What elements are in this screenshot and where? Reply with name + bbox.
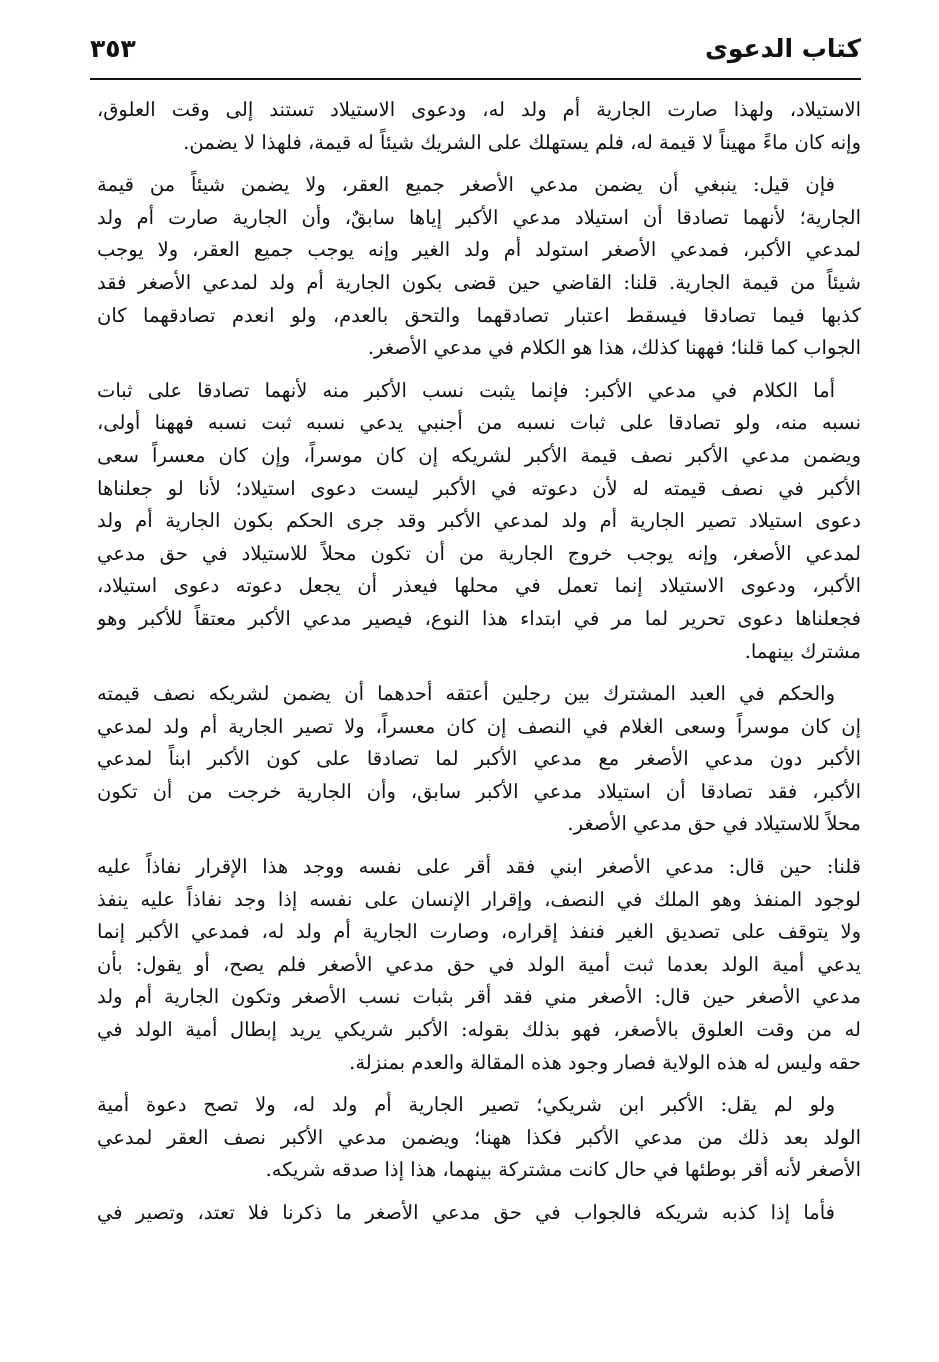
text-line: والحكم في العبد المشترك بين رجلين أعتقه أحدهما أن يضمن لشريكه نصف قيمته: [97, 682, 835, 706]
text-line: نسبه منه، ولو تصادقا على ثبات نسبه من أجنبي يدعي نسبه ثبت نسبه فههنا أولى،: [97, 411, 861, 435]
book-title: كتاب الدعوى: [704, 34, 861, 63]
text-line: محلاً للاستيلاد في حق مدعي الأصغر.: [567, 812, 861, 836]
paragraph: [97, 851, 861, 1079]
text-line: شيئاً من قيمة الجارية. قلنا: القاضي حين قضى بكون الجارية أم ولد لمدعي الأصغر فقد: [97, 270, 861, 294]
text-line: أما الكلام في مدعي الأكبر: فإنما يثبت نسب الأكبر منه لأنهما تصادقا على ثبات: [97, 378, 835, 402]
paragraph: [97, 678, 861, 841]
body-text: [97, 94, 861, 1240]
text-line: الجارية؛ لأنهما تصادقا أن استيلاد مدعي الأكبر إياها سابقٌ، وأن الجارية صارت أم ولد: [97, 205, 861, 229]
text-line: قلنا: حين قال: مدعي الأصغر ابني فقد أقر على نفسه ووجد هذا الإقرار نفاذاً عليه: [97, 855, 861, 879]
paragraph: [97, 169, 861, 365]
text-line: وإنه كان ماءً مهيناً لا قيمة له، فلم يستهلك على الشريك شيئاً له قيمة، فلهذا لا يضمن.: [183, 130, 861, 154]
text-line: له من وقت العلوق بالأصغر، فهو بذلك بقوله: الأكبر شريكي يريد إبطال أمية الولد في: [97, 1018, 861, 1042]
paragraph: [97, 94, 861, 159]
text-line: كذبها فيما تصادقا فيسقط اعتبار تصادقهما والتحق بالعدم، ولو انعدم تصادقهما كان: [97, 303, 861, 327]
text-line: الأصغر لأنه أقر بوطئها في حال كانت مشتركة بينهما، هذا إذا صدقه شريكه.: [265, 1158, 861, 1182]
text-line: ويضمن مدعي الأكبر نصف قيمة الأكبر لشريكه إن كان موسراً، وإن كان معسراً سعى: [97, 443, 861, 467]
text-line: لوجود المنفذ وهو الملك في النصف، وإقرار الإنسان على نفسه إذا وجد نفاذاً عليه ينفذ: [97, 887, 861, 911]
text-line: الولد بعد ذلك من مدعي الأكبر فكذا ههنا؛ ويضمن مدعي الأكبر نصف العقر لمدعي: [97, 1125, 861, 1149]
paragraph: [97, 1197, 861, 1230]
text-line: الأكبر، فقد تصادقا أن استيلاد مدعي الأكبر سابق، وأن الجارية خرجت من أن تكون: [97, 779, 861, 803]
text-line: لمدعي الأكبر، فمدعي الأصغر استولد أم ولد الغير وإنه يوجب جميع العقر، ولا يوجب: [97, 238, 861, 262]
paragraph: [97, 375, 861, 668]
text-line: ولا يتوقف على تصديق الغير فنفذ إقراره، وصارت الجارية أم ولد له، فمدعي الأكبر إنما: [97, 920, 861, 944]
text-line: ولو لم يقل: الأكبر ابن شريكي؛ تصير الجارية أم ولد له، ولا تصح دعوة أمية: [97, 1093, 835, 1117]
text-line: الأكبر دون مدعي الأصغر مع مدعي الأكبر لما تصادقا على كون الأكبر ابناً لمدعي: [97, 747, 861, 771]
running-header: [90, 30, 861, 80]
text-line: الاستيلاد، ولهذا صارت الجارية أم ولد له، ودعوى الاستيلاد تستند إلى وقت العلوق،: [97, 98, 861, 121]
text-line: يدعي أمية الولد بعدما ثبت أمية الولد في حق مدعي الأصغر فلم يصح، أو يقول: بأن: [97, 952, 861, 976]
text-line: لمدعي الأصغر، وإنه يوجب خروج الجارية من أن تكون محلاً للاستيلاد في حق مدعي: [97, 541, 861, 565]
text-line: حقه وليس له هذه الولاية فصار وجود هذه المقالة والعدم بمنزلة.: [349, 1050, 861, 1074]
text-line: فأما إذا كذبه شريكه فالجواب في حق مدعي الأصغر ما ذكرنا فلا تعتد، وتصير في: [97, 1201, 835, 1224]
text-line: الأكبر، ودعوى الاستيلاد إنما تعمل في محلها فيعذر أن يجعل دعوته دعوى استيلاد،: [97, 574, 861, 598]
text-line: إن كان موسراً وسعى الغلام في النصف إن كان معسراً، ولا تصير الجارية أم ولد لمدعي: [97, 714, 861, 738]
page-number: ٣٥٣: [90, 34, 136, 63]
text-line: مدعي الأصغر حين قال: الأصغر مني فقد أقر بثبات نسب الأصغر وتكون الجارية أم ولد: [97, 985, 861, 1009]
text-line: فإن قيل: ينبغي أن يضمن مدعي الأصغر جميع العقر، ولا يضمن شيئاً من قيمة: [97, 173, 835, 197]
text-line: فجعلناها دعوى تحرير لما مر في ابتداء هذا النوع، فيصير مدعي الأكبر معتقاً للأكبر وهو: [97, 606, 861, 630]
text-line: دعوى استيلاد تصير الجارية أم ولد لمدعي الأكبر وقد جرى الحكم بكون الجارية أم ولد: [97, 509, 861, 533]
paragraph: [97, 1089, 861, 1187]
text-line: الأكبر في نصف قيمته له لأن دعوته في الأكبر ليست دعوى استيلاد؛ لأنا لو جعلناها: [97, 476, 861, 500]
text-line: مشترك بينهما.: [744, 639, 861, 663]
text-line: الجواب كما قلنا؛ فههنا كذلك، هذا هو الكلام في مدعي الأصغر.: [367, 336, 861, 360]
